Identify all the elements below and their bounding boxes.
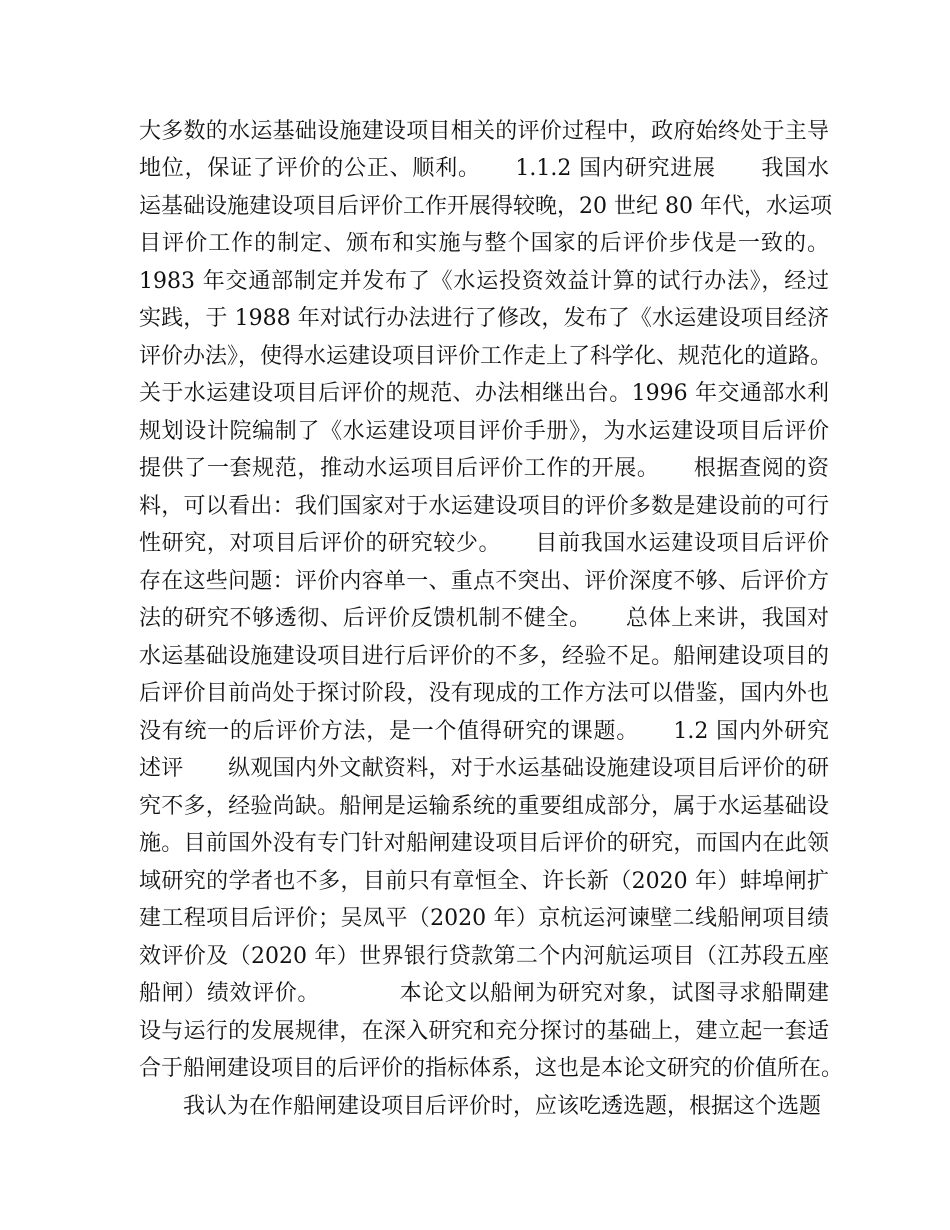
text-line-18: 述评 纵观国内外文献资料，对于水运基础设施建设项目后评价的研 <box>139 756 829 781</box>
text-line-21: 域研究的学者也不多，目前只有章恒全、许长新（2020 年）蚌埠闸扩 <box>139 869 829 894</box>
text-line-2: 地位，保证了评价的公正、顺利。 1.1.2 国内研究进展 我国水 <box>139 156 829 181</box>
text-line-27: 我认为在作船闸建设项目后评价时，应该吃透选题，根据这个选题 <box>183 1094 822 1119</box>
text-line-5: 1983 年交通部制定并发布了《水运投资效益计算的试行办法》，经过 <box>139 269 829 294</box>
text-line-9: 规划设计院编制了《水运建设项目评价手册》，为水运建设项目后评价 <box>139 419 829 444</box>
text-line-3: 运基础设施建设项目后评价工作开展得较晚，20 世纪 80 年代，水运项 <box>139 194 832 219</box>
text-line-12: 性研究，对项目后评价的研究较少。 目前我国水运建设项目后评价 <box>139 531 829 556</box>
text-line-7: 评价办法》，使得水运建设项目评价工作走上了科学化、规范化的道路。 <box>139 344 833 369</box>
text-line-23: 效评价及（2020 年）世界银行贷款第二个内河航运项目（江苏段五座 <box>139 944 829 969</box>
text-line-8: 关于水运建设项目后评价的规范、办法相继出台。1996 年交通部水利 <box>139 381 829 406</box>
text-line-15: 水运基础设施建设项目进行后评价的不多，经验不足。船闸建设项目的 <box>139 644 829 669</box>
text-line-17: 没有统一的后评价方法，是一个值得研究的课题。 1.2 国内外研究 <box>139 719 829 744</box>
text-line-6: 实践，于 1988 年对试行办法进行了修改，发布了《水运建设项目经济 <box>139 306 829 331</box>
text-line-11: 料，可以看出：我们国家对于水运建设项目的评价多数是建设前的可行 <box>139 494 829 519</box>
text-line-20: 施。目前国外没有专门针对船闸建设项目后评价的研究，而国内在此领 <box>139 831 829 856</box>
text-line-1: 大多数的水运基础设施建设项目相关的评价过程中，政府始终处于主导 <box>139 119 829 144</box>
text-line-25: 设与运行的发展规律，在深入研究和充分探讨的基础上，建立起一套适 <box>139 1019 829 1044</box>
text-line-22: 建工程项目后评价；吴凤平（2020 年）京杭运河谏壁二线船闸项目绩 <box>139 906 829 931</box>
text-line-14: 法的研究不够透彻、后评价反馈机制不健全。 总体上来讲，我国对 <box>139 606 829 631</box>
text-line-19: 究不多，经验尚缺。船闸是运输系统的重要组成部分，属于水运基础设 <box>139 794 829 819</box>
text-line-4: 目评价工作的制定、颁布和实施与整个国家的后评价步伐是一致的。 <box>139 231 829 256</box>
text-line-24: 船闸）绩效评价。 本论文以船闸为研究对象，试图寻求船閘建 <box>139 981 829 1006</box>
text-line-13: 存在这些问题：评价内容单一、重点不突出、评价深度不够、后评价方 <box>139 569 829 594</box>
text-line-26: 合于船闸建设项目的后评价的指标体系，这也是本论文研究的价值所在。 <box>139 1056 844 1081</box>
text-line-10: 提供了一套规范，推动水运项目后评价工作的开展。 根据查阅的资 <box>139 456 829 481</box>
text-line-16: 后评价目前尚处于探讨阶段，没有现成的工作方法可以借鉴，国内外也 <box>139 681 829 706</box>
